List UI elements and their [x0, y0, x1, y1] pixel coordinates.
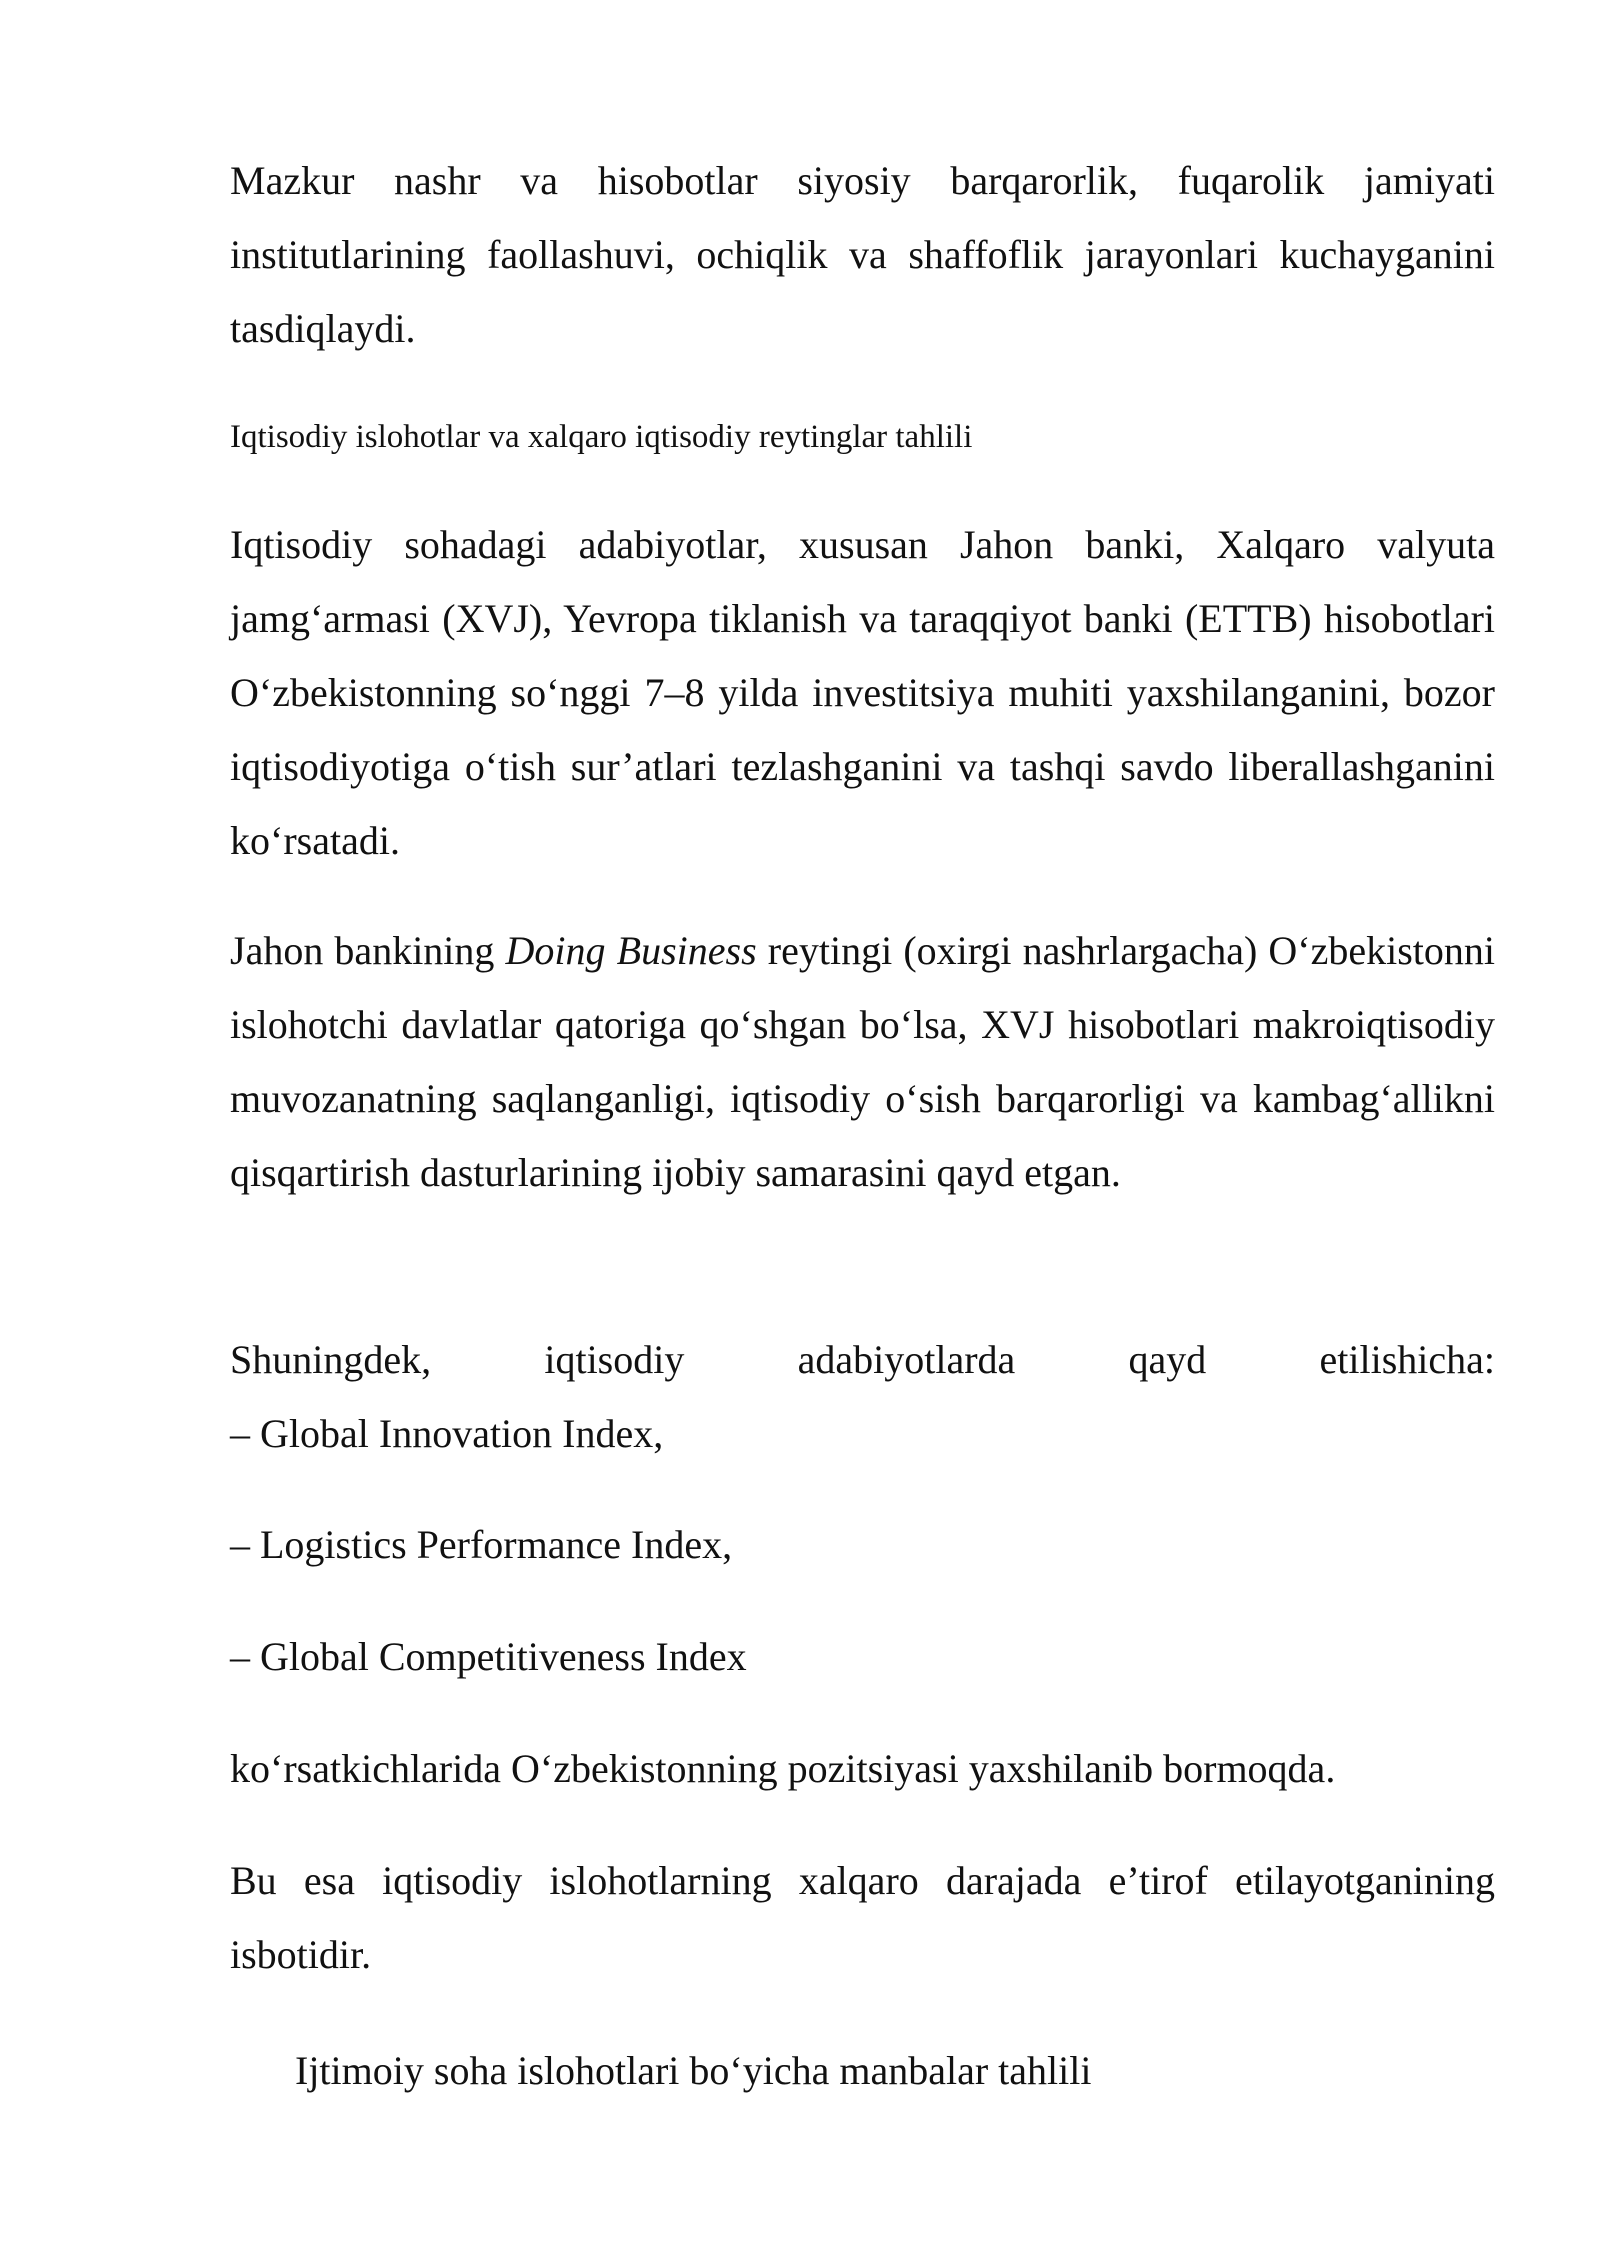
doing-business-italic: Doing Business	[505, 928, 757, 973]
list-item-logistics-performance-index: – Logistics Performance Index,	[230, 1522, 733, 1567]
paragraph-economic-literature: Iqtisodiy sohadagi adabiyotlar, xususan Jahon banki, Xalqaro valyuta jamg‘armasi (XVJ), Yevropa tiklanish va taraqqiyot banki (ETTB) hisobotlari O‘zbekistonning so‘nggi 7–8 yilda investitsiya muhiti yaxshilanganini, bozor iqtisodiyotiga o‘tish sur’atlari tezlashganini va tashqi savdo liberallashganini ko‘rsatadi.	[230, 522, 1495, 863]
section-heading-economic-reforms: Iqtisodiy islohotlar va xalqaro iqtisodiy reytinglar tahlili	[230, 419, 973, 455]
paragraph-political-stability: Mazkur nashr va hisobotlar siyosiy barqarorlik, fuqarolik jamiyati institutlarining faollashuvi, ochiqlik va shaffoflik jarayonlari kuchayganini tasdiqlaydi.	[230, 158, 1495, 351]
doing-business-lead-text: Jahon bankining	[230, 928, 506, 973]
list-item-global-innovation-index: – Global Innovation Index,	[230, 1411, 664, 1456]
section-heading-social-reforms: Ijtimoiy soha islohotlari bo‘yicha manbalar tahlili	[295, 2048, 1092, 2093]
indices-intro-text: Shuningdek, iqtisodiy adabiyotlarda qayd etilishicha:	[230, 1337, 1495, 1382]
paragraph-doing-business	[230, 914, 1495, 1210]
list-item-global-competitiveness-index: – Global Competitiveness Index	[230, 1634, 747, 1679]
paragraph-indices-intro	[230, 1323, 1495, 1471]
paragraph-position-improving: ko‘rsatkichlarida O‘zbekistonning pozitsiyasi yaxshilanib bormoqda.	[230, 1746, 1336, 1791]
paragraph-international-recognition: Bu esa iqtisodiy islohotlarning xalqaro darajada e’tirof etilayotganining isbotidir.	[230, 1858, 1495, 1977]
doing-business-rest-text: reytingi (oxirgi nashrlargacha) O‘zbekistonni islohotchi davlatlar qatoriga qo‘shgan bo‘lsa, XVJ hisobotlari makroiqtisodiy muvozanatning saqlanganligi, iqtisodiy o‘sish barqarorligi va kambag‘allikni qisqartirish dasturlarining ijobiy samarasini qayd etgan.	[230, 928, 1496, 1195]
